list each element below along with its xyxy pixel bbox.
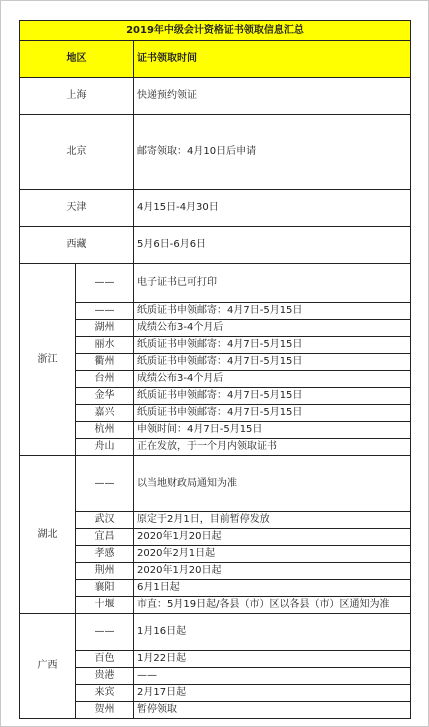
table-row: [20, 303, 411, 320]
info-cell: 纸质证书申领邮寄：4月7日-5月15日: [134, 354, 411, 371]
info-cell: 市直：5月19日起/各县（市）区以各县（市）区通知为准: [134, 597, 411, 614]
info-cell: 邮寄领取：4月10日后申请: [134, 115, 411, 190]
table-row: [20, 227, 411, 264]
city-cell: 金华: [76, 388, 134, 405]
region-cell: 北京: [20, 115, 134, 190]
info-cell: 2020年1月20日起: [134, 563, 411, 580]
table-row: [20, 354, 411, 371]
info-cell: 成绩公布3-4个月后: [134, 320, 411, 337]
region-cell: 浙江: [20, 264, 76, 456]
info-cell: 纸质证书申领邮寄：4月7日-5月15日: [134, 337, 411, 354]
table-row: [20, 388, 411, 405]
city-cell: 嘉兴: [76, 405, 134, 422]
info-cell: 正在发放，于一个月内领取证书: [134, 439, 411, 456]
certificate-info-table: [19, 20, 411, 719]
city-cell: 衢州: [76, 354, 134, 371]
info-cell: 2020年1月20日起: [134, 529, 411, 546]
city-cell: 贵港: [76, 668, 134, 685]
info-cell: 暂停领取: [134, 702, 411, 719]
table-row: [20, 456, 411, 512]
city-cell: 贺州: [76, 702, 134, 719]
table-row: [20, 614, 411, 651]
table-row: [20, 597, 411, 614]
header-region: 地区: [20, 41, 134, 78]
table-row: [20, 422, 411, 439]
region-cell: 上海: [20, 78, 134, 115]
table-row: [20, 702, 411, 719]
city-cell: 百色: [76, 651, 134, 668]
table-row: [20, 405, 411, 422]
city-cell: 舟山: [76, 439, 134, 456]
city-cell: 武汉: [76, 512, 134, 529]
city-cell: 来宾: [76, 685, 134, 702]
region-cell: 天津: [20, 190, 134, 227]
info-cell: ——: [134, 668, 411, 685]
info-cell: 纸质证书申领邮寄：4月7日-5月15日: [134, 388, 411, 405]
table-row: [20, 439, 411, 456]
info-cell: 纸质证书申领邮寄：4月7日-5月15日: [134, 303, 411, 320]
table-row: [20, 580, 411, 597]
info-cell: 纸质证书申领邮寄：4月7日-5月15日: [134, 405, 411, 422]
info-cell: 6月1日起: [134, 580, 411, 597]
info-cell: 成绩公布3-4个月后: [134, 371, 411, 388]
table-title: 2019年中级会计资格证书领取信息汇总: [20, 21, 411, 41]
info-cell: 2020年2月1日起: [134, 546, 411, 563]
region-cell: 湖北: [20, 456, 76, 614]
table-row: [20, 320, 411, 337]
info-cell: 原定于2月1日，目前暂停发放: [134, 512, 411, 529]
table-row: [20, 529, 411, 546]
table-row: [20, 78, 411, 115]
table-row: [20, 264, 411, 303]
info-cell: 申领时间：4月7日-5月15日: [134, 422, 411, 439]
info-cell: 2月17日起: [134, 685, 411, 702]
table-row: [20, 651, 411, 668]
city-cell: 台州: [76, 371, 134, 388]
table-row: [20, 337, 411, 354]
region-cell: 广西: [20, 614, 76, 719]
table-row: [20, 512, 411, 529]
city-cell: ——: [76, 264, 134, 303]
city-cell: 荆州: [76, 563, 134, 580]
info-cell: 以当地财政局通知为准: [134, 456, 411, 512]
city-cell: ——: [76, 456, 134, 512]
header-row: [20, 41, 411, 78]
city-cell: 十堰: [76, 597, 134, 614]
table-row: [20, 190, 411, 227]
info-cell: 快递预约领证: [134, 78, 411, 115]
info-cell: 1月16日起: [134, 614, 411, 651]
city-cell: ——: [76, 303, 134, 320]
table-row: [20, 115, 411, 190]
city-cell: 杭州: [76, 422, 134, 439]
city-cell: ——: [76, 614, 134, 651]
info-cell: 电子证书已可打印: [134, 264, 411, 303]
table-row: [20, 371, 411, 388]
info-cell: 5月6日-6月6日: [134, 227, 411, 264]
city-cell: 孝感: [76, 546, 134, 563]
table-row: [20, 685, 411, 702]
city-cell: 丽水: [76, 337, 134, 354]
info-cell: 4月15日-4月30日: [134, 190, 411, 227]
region-cell: 西藏: [20, 227, 134, 264]
city-cell: 宜昌: [76, 529, 134, 546]
city-cell: 湖州: [76, 320, 134, 337]
title-row: [20, 21, 411, 41]
table-row: [20, 668, 411, 685]
header-time: 证书领取时间: [134, 41, 411, 78]
table-row: [20, 563, 411, 580]
table-row: [20, 546, 411, 563]
city-cell: 襄阳: [76, 580, 134, 597]
info-cell: 1月22日起: [134, 651, 411, 668]
